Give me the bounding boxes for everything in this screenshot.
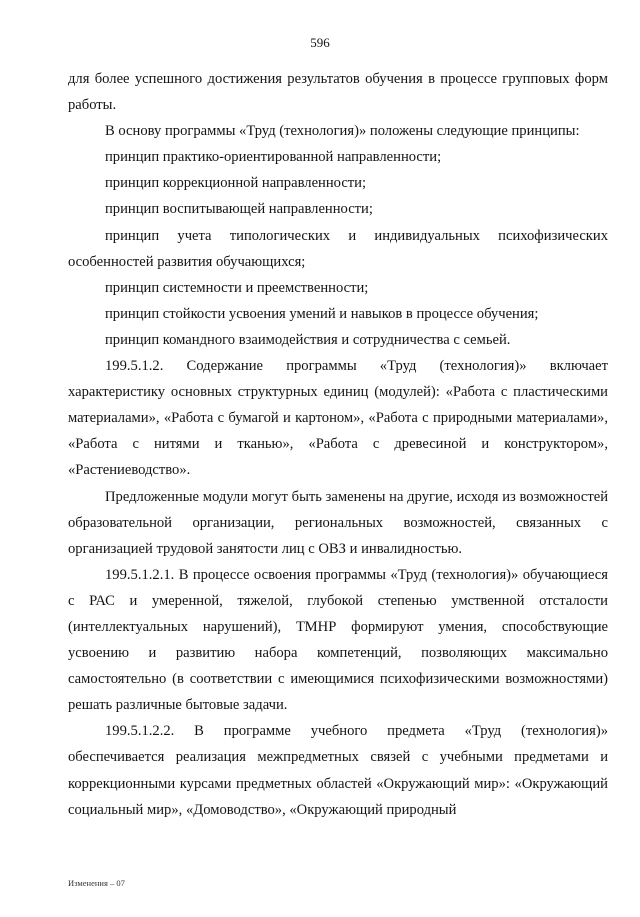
paragraph: Предложенные модули могут быть заменены на другие, исходя из возможностей образовательной организации, региональных возможностей, связанных с организацией трудовой занятости лиц с ОВЗ и инвалидностью.	[68, 488, 608, 557]
body-text	[68, 66, 608, 823]
paragraph: 199.5.1.2.2. В программе учебного предмета «Труд (технология)» обеспечивается реализация межпредметных связей с учебными предметами и коррекционными курсами предметных областей «Окружающий мир»: «Окружающий социальный мир», «Домоводство», «Окружающий природный	[68, 723, 608, 818]
paragraph: В основу программы «Труд (технология)» положены следующие принципы:	[105, 123, 580, 140]
paragraph: принцип практико-ориентированной направленности;	[105, 149, 442, 166]
paragraph: принцип стойкости усвоения умений и навыков в процессе обучения;	[105, 305, 539, 322]
paragraph: принцип командного взаимодействия и сотрудничества с семьей.	[105, 331, 511, 348]
footer-note: Изменения – 07	[68, 878, 125, 888]
paragraph: принцип системности и преемственности;	[105, 279, 369, 296]
paragraph: принцип учета типологических и индивидуальных психофизических особенностей развития обучающихся;	[68, 227, 608, 270]
paragraph: 199.5.1.2. Содержание программы «Труд (технология)» включает характеристику основных структурных единиц (модулей): «Работа с пластическими материалами», «Работа с бумагой и картоном», «Работа с природными материалами», «Работа с нитями и тканью», «Работа с древесиной и конструктором», «Растениеводство».	[68, 358, 608, 479]
page-number: 596	[310, 35, 330, 50]
paragraph: 199.5.1.2.1. В процессе освоения программы «Труд (технология)» обучающиеся с РАС и умеренной, тяжелой, глубокой степенью умственной отсталости (интеллектуальных нарушений), ТМНР формируют умения, способствующие усвоению и развитию набора компетенций, позволяющих максимально самостоятельно (в соответствии с имеющимися психофизическими возможностями) решать различные бытовые задачи.	[68, 566, 608, 714]
paragraph: принцип воспитывающей направленности;	[105, 201, 373, 218]
paragraph: принцип коррекционной направленности;	[105, 175, 367, 192]
paragraph: для более успешного достижения результатов обучения в процессе групповых форм работы.	[68, 71, 608, 114]
